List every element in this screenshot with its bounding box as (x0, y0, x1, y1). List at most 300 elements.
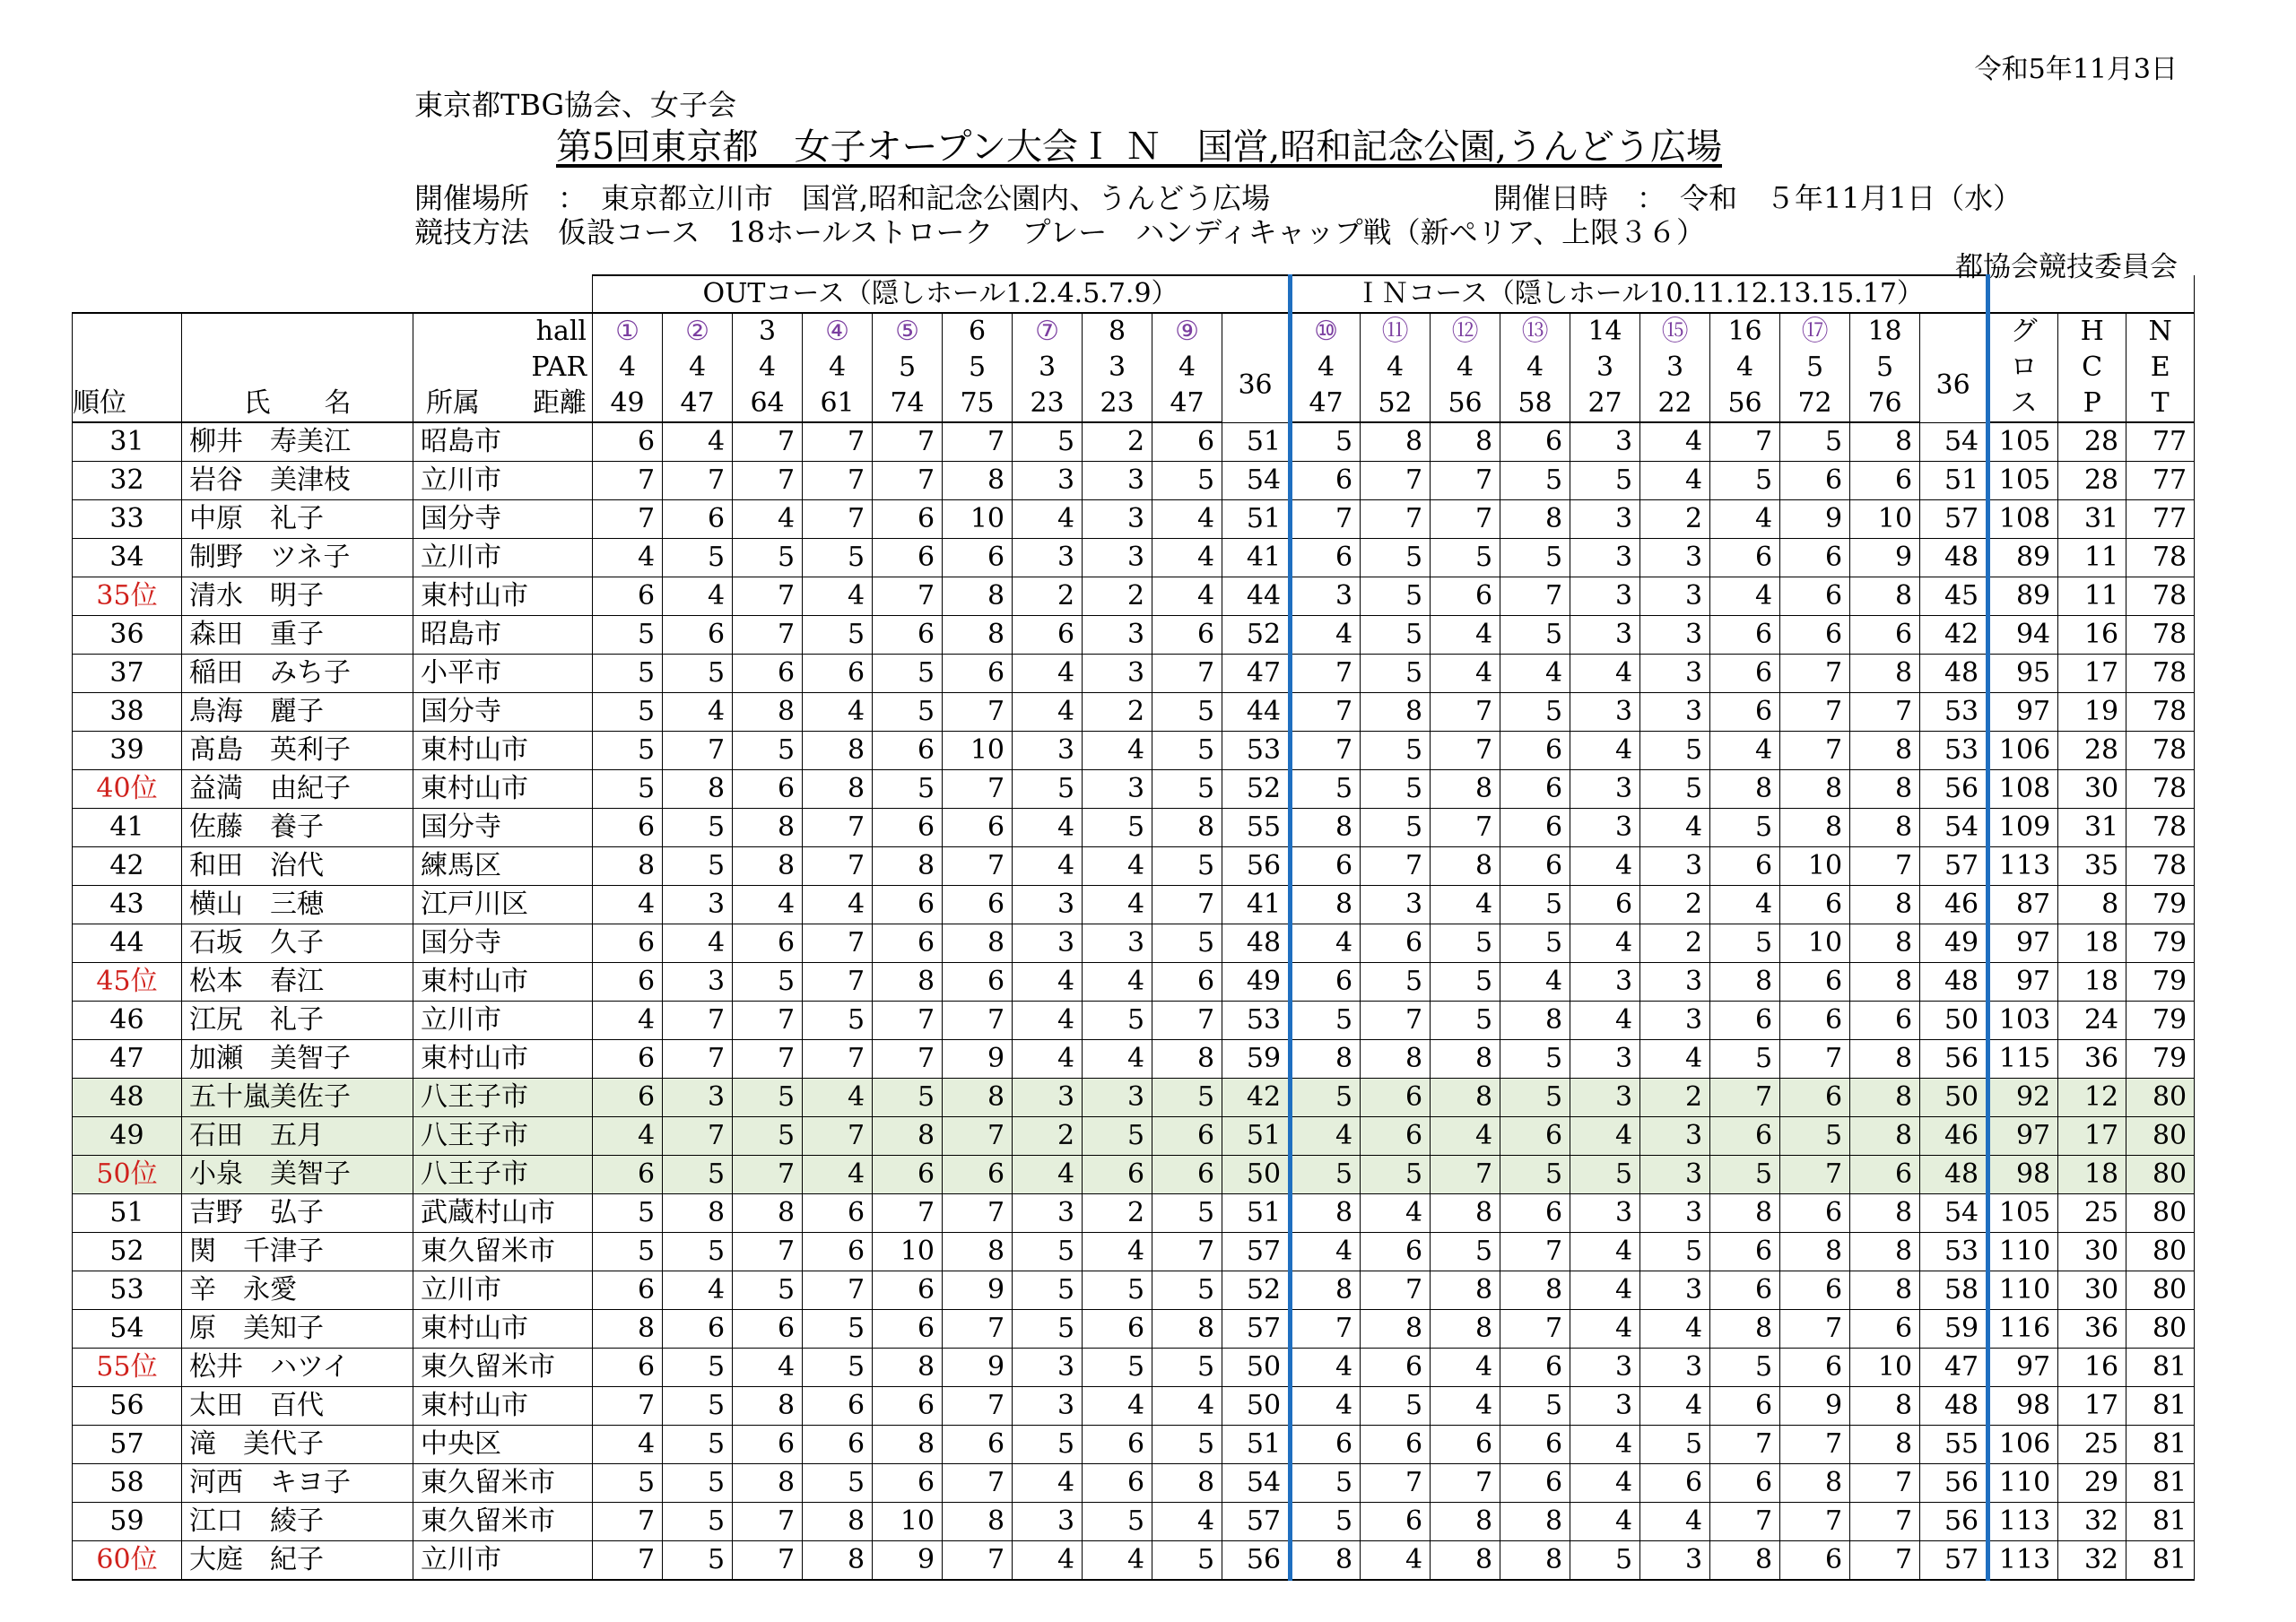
in-score: 6 (1570, 886, 1640, 924)
out-score: 6 (593, 963, 663, 1002)
in-score: 7 (1780, 655, 1850, 693)
out-score: 4 (593, 539, 663, 577)
out-score: 6 (733, 770, 803, 809)
out-score: 7 (733, 1541, 803, 1581)
player-name: 鳥海 麗子 (182, 693, 413, 732)
player-club: 立川市 (413, 462, 593, 500)
out-total: 59 (1222, 1040, 1291, 1079)
out-score: 6 (733, 924, 803, 963)
handicap: 30 (2058, 770, 2126, 809)
out-distance: 23 (1013, 386, 1083, 422)
in-score: 5 (1361, 1156, 1431, 1194)
handicap: 12 (2058, 1079, 2126, 1117)
gross-score: 89 (1988, 577, 2058, 616)
out-score: 3 (1013, 924, 1083, 963)
player-row (73, 886, 2195, 924)
in-total: 54 (1920, 422, 1988, 462)
in-score: 7 (1710, 1503, 1780, 1541)
in-score: 7 (1850, 1541, 1920, 1581)
player-row (73, 847, 2195, 886)
out-score: 6 (593, 1349, 663, 1387)
out-score: 6 (1152, 616, 1222, 655)
in-score: 7 (1291, 500, 1361, 539)
in-score: 3 (1640, 1002, 1710, 1040)
in-score: 7 (1431, 500, 1500, 539)
out-score: 7 (593, 1387, 663, 1426)
net-score: 79 (2126, 886, 2195, 924)
net-score: 78 (2126, 732, 2195, 770)
out-score: 6 (803, 1194, 873, 1233)
in-score: 5 (1291, 1156, 1361, 1194)
in-score: 5 (1640, 770, 1710, 809)
out-score: 5 (663, 1349, 733, 1387)
in-score: 5 (1500, 1040, 1570, 1079)
player-row (73, 1426, 2195, 1464)
player-club: 中央区 (413, 1426, 593, 1464)
in-score: 7 (1291, 1310, 1361, 1349)
out-par: 3 (1013, 350, 1083, 386)
out-score: 8 (733, 1387, 803, 1426)
in-score: 7 (1710, 1079, 1780, 1117)
net-score: 81 (2126, 1464, 2195, 1503)
in-par: 5 (1850, 350, 1920, 386)
in-score: 5 (1640, 1426, 1710, 1464)
out-total: 54 (1222, 462, 1291, 500)
out-score: 6 (663, 500, 733, 539)
net-score: 81 (2126, 1541, 2195, 1581)
player-row (73, 462, 2195, 500)
out-score: 5 (1152, 1194, 1222, 1233)
out-score: 9 (943, 1040, 1013, 1079)
gross-label-1: グ (1988, 313, 2058, 350)
page-title: 第5回東京都 女子オープン大会Ｉ Ｎ 国営,昭和記念公園,うんどう広場 (556, 126, 1722, 168)
in-hole-number: 16 (1710, 313, 1780, 350)
gross-score: 110 (1988, 1464, 2058, 1503)
out-par: 5 (873, 350, 943, 386)
in-score: 4 (1640, 422, 1710, 462)
in-score: 8 (1431, 422, 1500, 462)
rank-cell: 39 (73, 732, 182, 770)
net-score: 80 (2126, 1156, 2195, 1194)
out-score: 6 (873, 1464, 943, 1503)
out-score: 9 (873, 1541, 943, 1581)
in-score: 7 (1710, 1426, 1780, 1464)
out-total: 57 (1222, 1310, 1291, 1349)
gross-score: 106 (1988, 1426, 2058, 1464)
out-score: 4 (663, 1271, 733, 1310)
out-par: 4 (733, 350, 803, 386)
player-row (73, 422, 2195, 462)
player-row (73, 1002, 2195, 1040)
net-score: 81 (2126, 1349, 2195, 1387)
out-total: 56 (1222, 847, 1291, 886)
net-score: 78 (2126, 539, 2195, 577)
out-score: 6 (873, 1271, 943, 1310)
in-hole-number: ⑪ (1361, 313, 1431, 350)
out-score: 4 (733, 1349, 803, 1387)
in-score: 7 (1361, 847, 1431, 886)
in-score: 6 (1710, 693, 1780, 732)
out-score: 6 (803, 1426, 873, 1464)
net-score: 80 (2126, 1310, 2195, 1349)
out-score: 8 (873, 1349, 943, 1387)
out-score: 5 (663, 655, 733, 693)
out-score: 5 (1013, 422, 1083, 462)
out-score: 5 (1083, 1002, 1152, 1040)
in-score: 5 (1291, 1079, 1361, 1117)
out-score: 5 (663, 847, 733, 886)
in-score: 5 (1640, 1233, 1710, 1271)
rank-cell: 58 (73, 1464, 182, 1503)
in-score: 5 (1361, 539, 1431, 577)
in-distance: 52 (1361, 386, 1431, 422)
player-name: 江口 綾子 (182, 1503, 413, 1541)
in-score: 4 (1570, 1426, 1640, 1464)
out-total-blank (1222, 313, 1291, 350)
out-hole-number: ⑤ (873, 313, 943, 350)
in-score: 3 (1640, 1117, 1710, 1156)
in-score: 8 (1500, 1541, 1570, 1581)
in-total: 50 (1920, 1079, 1988, 1117)
in-score: 5 (1710, 809, 1780, 847)
out-score: 4 (1013, 693, 1083, 732)
rank-cell: 36 (73, 616, 182, 655)
in-total: 57 (1920, 500, 1988, 539)
out-hole-number: 8 (1083, 313, 1152, 350)
out-total: 44 (1222, 577, 1291, 616)
player-row (73, 577, 2195, 616)
in-score: 7 (1850, 847, 1920, 886)
in-score: 8 (1431, 1541, 1500, 1581)
in-score: 4 (1500, 655, 1570, 693)
in-score: 3 (1570, 809, 1640, 847)
out-score: 8 (943, 924, 1013, 963)
out-score: 5 (873, 655, 943, 693)
out-score: 7 (733, 1233, 803, 1271)
rank-cell: 50位 (73, 1156, 182, 1194)
net-score: 78 (2126, 577, 2195, 616)
gross-score: 106 (1988, 732, 2058, 770)
out-score: 6 (733, 655, 803, 693)
in-score: 8 (1780, 770, 1850, 809)
out-total: 51 (1222, 1426, 1291, 1464)
out-score: 4 (1083, 963, 1152, 1002)
out-score: 6 (943, 1156, 1013, 1194)
out-score: 5 (663, 1541, 733, 1581)
in-score: 8 (1850, 1387, 1920, 1426)
in-score: 8 (1850, 1271, 1920, 1310)
in-score: 6 (1361, 1349, 1431, 1387)
out-total: 52 (1222, 616, 1291, 655)
in-score: 6 (1850, 1310, 1920, 1349)
player-club: 八王子市 (413, 1156, 593, 1194)
player-name: 辛 永愛 (182, 1271, 413, 1310)
player-club: 東村山市 (413, 1387, 593, 1426)
player-club: 東村山市 (413, 770, 593, 809)
out-score: 4 (1152, 500, 1222, 539)
in-score: 3 (1570, 1349, 1640, 1387)
out-distance: 47 (663, 386, 733, 422)
gross-score: 95 (1988, 655, 2058, 693)
out-score: 4 (1152, 1503, 1222, 1541)
in-score: 4 (1291, 924, 1361, 963)
player-row (73, 770, 2195, 809)
out-score: 3 (1083, 616, 1152, 655)
out-par: 4 (663, 350, 733, 386)
in-score: 5 (1710, 1349, 1780, 1387)
in-score: 5 (1500, 693, 1570, 732)
in-score: 6 (1500, 1349, 1570, 1387)
out-score: 5 (733, 1117, 803, 1156)
in-score: 5 (1570, 462, 1640, 500)
in-score: 10 (1850, 1349, 1920, 1387)
in-score: 4 (1710, 732, 1780, 770)
in-score: 7 (1431, 462, 1500, 500)
handicap: 25 (2058, 1426, 2126, 1464)
in-score: 6 (1431, 577, 1500, 616)
out-score: 7 (663, 732, 733, 770)
in-score: 4 (1570, 847, 1640, 886)
in-score: 7 (1850, 1464, 1920, 1503)
out-score: 5 (803, 539, 873, 577)
net-score: 78 (2126, 809, 2195, 847)
out-score: 5 (733, 539, 803, 577)
out-par: 4 (1152, 350, 1222, 386)
handicap: 29 (2058, 1464, 2126, 1503)
in-score: 8 (1850, 1233, 1920, 1271)
out-score: 7 (943, 1194, 1013, 1233)
committee: 都協会競技委員会 (1955, 251, 2178, 283)
out-score: 7 (733, 1156, 803, 1194)
out-score: 7 (803, 809, 873, 847)
rank-cell: 59 (73, 1503, 182, 1541)
in-score: 6 (1780, 1271, 1850, 1310)
in-total: 45 (1920, 577, 1988, 616)
player-club: 東久留米市 (413, 1464, 593, 1503)
in-score: 7 (1780, 1156, 1850, 1194)
out-score: 5 (733, 1271, 803, 1310)
rank-cell: 47 (73, 1040, 182, 1079)
gross-score: 97 (1988, 693, 2058, 732)
distance-label: 距離 (533, 387, 587, 419)
out-score: 5 (663, 1426, 733, 1464)
in-score: 5 (1500, 539, 1570, 577)
player-name: 大庭 紀子 (182, 1541, 413, 1581)
hole-row (73, 313, 2195, 350)
in-score: 3 (1570, 963, 1640, 1002)
out-score: 4 (1083, 1233, 1152, 1271)
player-name: 江尻 礼子 (182, 1002, 413, 1040)
in-score: 4 (1570, 1117, 1640, 1156)
out-score: 6 (943, 963, 1013, 1002)
out-score: 4 (1083, 732, 1152, 770)
in-score: 2 (1640, 886, 1710, 924)
out-total: 47 (1222, 655, 1291, 693)
out-score: 3 (1083, 539, 1152, 577)
out-score: 7 (803, 1271, 873, 1310)
out-score: 4 (593, 1002, 663, 1040)
player-club: 小平市 (413, 655, 593, 693)
in-score: 7 (1500, 577, 1570, 616)
in-score: 7 (1431, 732, 1500, 770)
out-distance: 61 (803, 386, 873, 422)
out-score: 7 (873, 577, 943, 616)
in-score: 8 (1850, 1040, 1920, 1079)
in-score: 4 (1570, 1233, 1640, 1271)
rank-cell: 49 (73, 1117, 182, 1156)
in-score: 5 (1500, 886, 1570, 924)
in-score: 7 (1780, 1426, 1850, 1464)
gross-score: 108 (1988, 770, 2058, 809)
in-score: 7 (1361, 1464, 1431, 1503)
net-score: 78 (2126, 655, 2195, 693)
player-row (73, 732, 2195, 770)
out-score: 5 (803, 616, 873, 655)
in-total: 56 (1920, 1464, 1988, 1503)
in-score: 4 (1431, 886, 1500, 924)
out-score: 4 (1013, 1464, 1083, 1503)
player-club: 練馬区 (413, 847, 593, 886)
out-score: 5 (1152, 924, 1222, 963)
in-score: 5 (1431, 963, 1500, 1002)
out-score: 6 (593, 577, 663, 616)
in-total: 51 (1920, 462, 1988, 500)
out-score: 5 (663, 1233, 733, 1271)
in-score: 5 (1431, 1233, 1500, 1271)
out-score: 6 (1083, 1156, 1152, 1194)
handicap: 19 (2058, 693, 2126, 732)
in-score: 4 (1431, 1117, 1500, 1156)
player-name: 森田 重子 (182, 616, 413, 655)
out-score: 7 (803, 500, 873, 539)
in-score: 3 (1361, 886, 1431, 924)
player-row (73, 1271, 2195, 1310)
player-club: 立川市 (413, 1002, 593, 1040)
in-score: 7 (1291, 693, 1361, 732)
in-par: 3 (1570, 350, 1640, 386)
out-score: 9 (943, 1271, 1013, 1310)
out-score: 5 (593, 616, 663, 655)
out-score: 6 (593, 1040, 663, 1079)
net-score: 79 (2126, 1040, 2195, 1079)
out-total: 53 (1222, 1002, 1291, 1040)
player-name: 滝 美代子 (182, 1426, 413, 1464)
rank-cell: 56 (73, 1387, 182, 1426)
out-score: 2 (1083, 693, 1152, 732)
out-score: 5 (663, 539, 733, 577)
in-score: 4 (1431, 655, 1500, 693)
in-score: 6 (1361, 1503, 1431, 1541)
in-distance: 27 (1570, 386, 1640, 422)
in-score: 5 (1500, 1079, 1570, 1117)
out-score: 4 (803, 1079, 873, 1117)
out-par: 4 (803, 350, 873, 386)
out-score: 7 (943, 693, 1013, 732)
net-label-1: N (2126, 313, 2195, 350)
out-score: 5 (663, 809, 733, 847)
rank-cell: 40位 (73, 770, 182, 809)
handicap: 35 (2058, 847, 2126, 886)
handicap: 18 (2058, 924, 2126, 963)
in-total: 47 (1920, 1349, 1988, 1387)
player-club: 立川市 (413, 539, 593, 577)
in-score: 5 (1710, 1040, 1780, 1079)
out-score: 7 (1152, 1233, 1222, 1271)
in-score: 5 (1500, 462, 1570, 500)
player-club: 国分寺 (413, 809, 593, 847)
out-total: 48 (1222, 924, 1291, 963)
in-total: 48 (1920, 655, 1988, 693)
out-score: 6 (733, 1310, 803, 1349)
out-par: 5 (943, 350, 1013, 386)
handicap: 8 (2058, 886, 2126, 924)
in-score: 6 (1500, 422, 1570, 462)
header-blank-right (1988, 275, 2195, 313)
in-score: 5 (1361, 1387, 1431, 1426)
in-score: 8 (1500, 1503, 1570, 1541)
organizer: 東京都TBG協会、女子会 (414, 88, 737, 122)
in-score: 6 (1780, 616, 1850, 655)
handicap: 16 (2058, 616, 2126, 655)
out-score: 5 (733, 1079, 803, 1117)
out-hole-number: ④ (803, 313, 873, 350)
in-score: 8 (1291, 1040, 1361, 1079)
venue-line: 開催場所 ： 東京都立川市 国営,昭和記念公園内、うんどう広場 (414, 181, 1271, 215)
out-score: 5 (1152, 1079, 1222, 1117)
header-blank (73, 275, 593, 313)
gross-score: 105 (1988, 1194, 2058, 1233)
in-score: 7 (1431, 693, 1500, 732)
out-hole-number: ① (593, 313, 663, 350)
in-score: 6 (1710, 1233, 1780, 1271)
in-score: 4 (1500, 963, 1570, 1002)
out-score: 7 (873, 1002, 943, 1040)
in-score: 7 (1500, 1233, 1570, 1271)
out-total: 52 (1222, 770, 1291, 809)
out-score: 8 (943, 1079, 1013, 1117)
in-score: 6 (1710, 655, 1780, 693)
in-score: 6 (1710, 1387, 1780, 1426)
out-hole-number: ② (663, 313, 733, 350)
out-score: 8 (593, 847, 663, 886)
in-score: 2 (1640, 1079, 1710, 1117)
in-score: 8 (1850, 732, 1920, 770)
in-score: 9 (1780, 500, 1850, 539)
handicap: 25 (2058, 1194, 2126, 1233)
out-score: 4 (663, 422, 733, 462)
net-score: 80 (2126, 1079, 2195, 1117)
out-score: 3 (1013, 1387, 1083, 1426)
in-score: 7 (1431, 1156, 1500, 1194)
out-score: 4 (1083, 1387, 1152, 1426)
in-score: 8 (1850, 1117, 1920, 1156)
out-score: 4 (1152, 1387, 1222, 1426)
handicap: 24 (2058, 1002, 2126, 1040)
out-score: 4 (1013, 1156, 1083, 1194)
in-score: 3 (1640, 539, 1710, 577)
in-score: 7 (1291, 732, 1361, 770)
in-score: 4 (1291, 1349, 1361, 1387)
in-par: 4 (1291, 350, 1361, 386)
in-score: 8 (1431, 770, 1500, 809)
player-club: 八王子市 (413, 1079, 593, 1117)
player-row (73, 1503, 2195, 1541)
out-score: 4 (1152, 539, 1222, 577)
handicap: 11 (2058, 577, 2126, 616)
out-score: 5 (593, 770, 663, 809)
document-date: 令和5年11月3日 (1974, 54, 2178, 85)
in-score: 6 (1780, 539, 1850, 577)
